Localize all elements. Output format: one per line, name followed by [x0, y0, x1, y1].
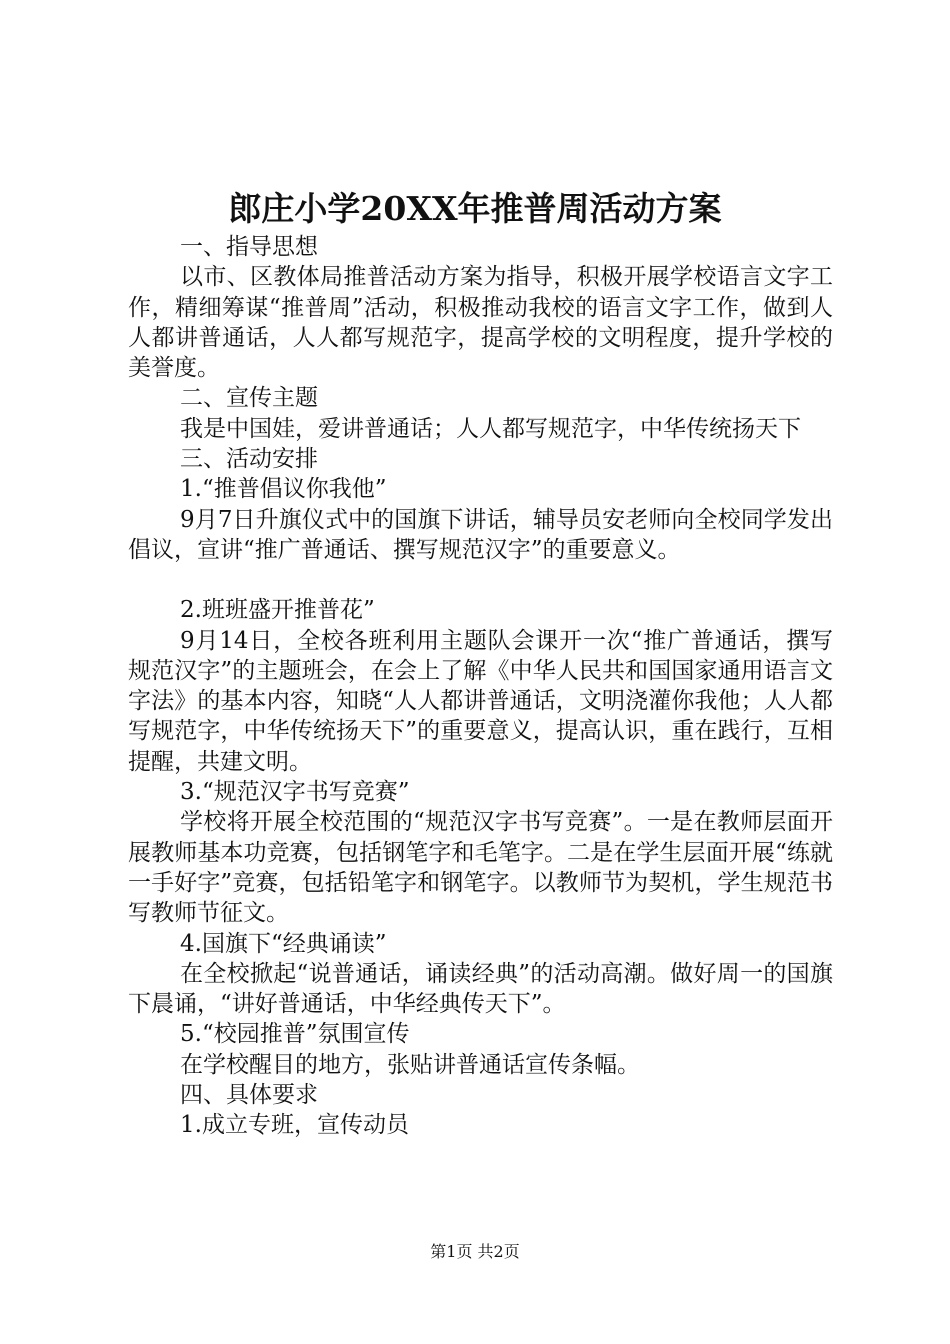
- subheading-activity-5: 5.“校园推普”氛围宣传: [180, 1021, 410, 1048]
- subheading-activity-4: 4.国旗下“经典诵读”: [180, 930, 387, 957]
- section-heading-guiding-ideology: 一、指导思想: [180, 234, 318, 260]
- subheading-activity-1: 1.“推普倡议你我他”: [180, 476, 387, 503]
- subheading-requirement-1: 1.成立专班，宣传动员: [180, 1112, 409, 1139]
- section-heading-activities: 三、活动安排: [180, 446, 318, 473]
- document-body: [128, 232, 833, 1141]
- section-heading-requirements: 四、具体要求: [180, 1082, 318, 1109]
- paragraph-theme: 我是中国娃，爱讲普通话；人人都写规范字，中华传统扬天下: [180, 415, 801, 442]
- subheading-activity-2: 2.班班盛开推普花”: [180, 597, 375, 624]
- page-indicator: 第1页 共2页: [430, 1242, 520, 1261]
- document-title: 郎庄小学20XX年推普周活动方案: [228, 189, 722, 228]
- paragraph-activity-5: 在学校醒目的地方，张贴讲普通话宣传条幅。: [180, 1051, 640, 1078]
- paragraph-activity-2: 9月14日，全校各班利用主题队会课开一次“推广普通话，撰写规范汉字”的主题班会，在会上了解《中华人民共和国国家通用语言文字法》的基本内容，知晓“人人都讲普通话，文明浇灌你我他；人人都写规范字，中华传统扬天下”的重要意义，提高认识，重在践行，互相提醒，共建文明。: [128, 627, 833, 775]
- paragraph-activity-3: 学校将开展全校范围的“规范汉字书写竞赛”。一是在教师层面开展教师基本功竞赛，包括钢笔字和毛笔字。二是在学生层面开展“练就一手好字”竞赛，包括铅笔字和钢笔字。以教师节为契机，学生规范书写教师节征文。: [128, 809, 833, 927]
- paragraph-activity-1: 9月7日升旗仪式中的国旗下讲话，辅导员安老师向全校同学发出倡议，宣讲“推广普通话、撰写规范汉字”的重要意义。: [128, 506, 833, 563]
- section-heading-theme: 二、宣传主题: [180, 385, 318, 412]
- subheading-activity-3: 3.“规范汉字书写竞赛”: [180, 779, 410, 806]
- paragraph-guiding-ideology: 以市、区教体局推普活动方案为指导，积极开展学校语言文字工作，精细筹谋“推普周”活动，积极推动我校的语言文字工作，做到人人都讲普通话，人人都写规范字，提高学校的文明程度，提升学校的美誉度。: [128, 264, 833, 382]
- paragraph-activity-4: 在全校掀起“说普通话，诵读经典”的活动高潮。做好周一的国旗下晨诵，“讲好普通话，中华经典传天下”。: [128, 960, 833, 1018]
